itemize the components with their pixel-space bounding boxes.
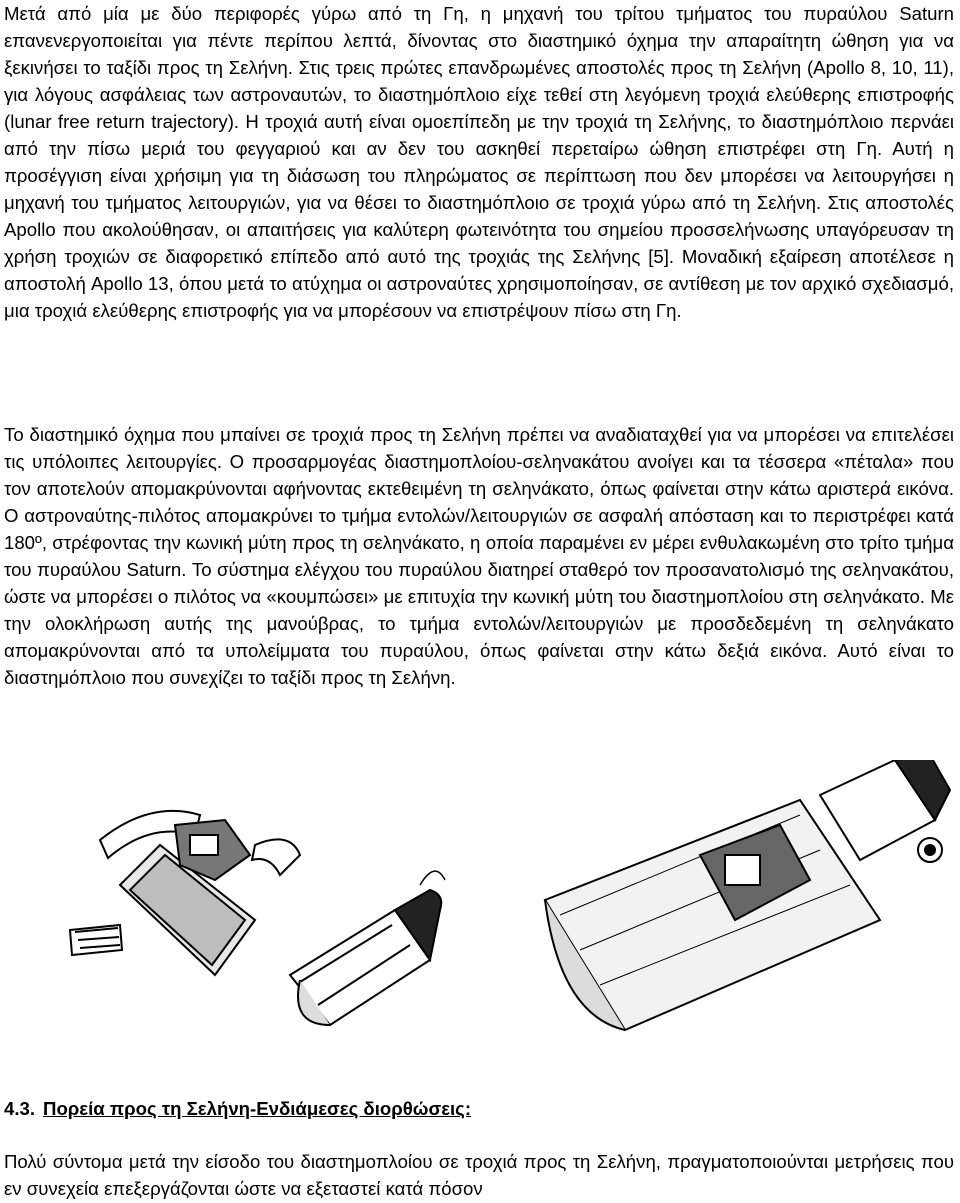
paragraph-midcourse-corrections: Πολύ σύντομα μετά την είσοδο του διαστημοπλοίου σε τροχιά προς τη Σελήνη, πραγματοποιούνται μετρήσεις που εν συνεχεία επεξεργάζονται ώστε να εξεταστεί κατά πόσον: [4, 1151, 954, 1199]
section-title: Πορεία προς τη Σελήνη-Ενδιάμεσες διορθώσεις:: [43, 1098, 472, 1119]
section-heading: [4, 1095, 471, 1122]
slla-panel-right: [252, 839, 300, 875]
paragraph-free-return-trajectory: Μετά από μία με δύο περιφορές γύρω από τη Γη, η μηχανή του τρίτου τμήματος του πυραύλου Saturn επανενεργοποιείται για πέντε περίπου λεπτά, δίνοντας στο διαστημικό όχημα την απαραίτητη ώθηση για να ξεκινήσει το ταξίδι προς τη Σελήνη. Στις τρεις πρώτες επανδρωμένες αποστολές προς τη Σελήνη (Apollo 8, 10, 11), για λόγους ασφάλειας των αστροναυτών, το διαστημόπλοιο είχε τεθεί στη λεγόμενη τροχιά ελεύθερης επιστροφής (lunar free return trajectory). Η τροχιά αυτή είναι ομοεπίπεδη με την τροχιά τη Σελήνης, το διαστημόπλοιο περνάει από την πίσω μεριά του φεγγαριού και αν δεν του ασκηθεί περεταίρω ώθηση επιστρέφει στη Γη. Αυτή η προσέγγιση είναι χρήσιμη για τη διάσωση του πληρώματος σε περίπτωση που δεν μπορέσει να λειτουργήσει η μηχανή του τμήματος λειτουργιών, για να θέσει το διαστημόπλοιο σε τροχιά γύρω από τη Σελήνη. Στις αποστολές Apollo που ακολούθησαν, οι απαιτήσεις για καλύτερη φωτεινότητα του σημείου προσσελήνωσης υπαγόρευσαν τη χρήση τροχιών σε διαφορετικό επίπεδο από αυτό της τροχιάς της Σελήνης [5]. Μοναδική εξαίρεση αποτέλεσε η αποστολή Apollo 13, όπου μετά το ατύχημα οι αστροναύτες χρησιμοποίησαν, σε αντίθεση με τον αρχικό σχεδιασμό, μια τροχιά ελεύθερης επιστροφής για να μπορέσουν να επιστρέψουν πίσω στη Γη.: [4, 3, 954, 321]
paragraph-transposition-docking: Το διαστημικό όχημα που μπαίνει σε τροχιά προς τη Σελήνη πρέπει να αναδιαταχθεί για να μπορέσει να επιτελέσει τις υπόλοιπες λειτουργίες. Ο προσαρμογέας διαστημοπλοίου-σεληνακάτου ανοίγει και τα τέσσερα «πέταλα» που τον αποτελούν απομακρύνονται αφήνοντας εκτεθειμένη τη σεληνάκατο, όπως φαίνεται στην κάτω αριστερά εικόνα. Ο αστροναύτης-πιλότος απομακρύνει το τμήμα εντολών/λειτουργιών σε ασφαλή απόσταση και το περιστρέφει κατά 180º, στρέφοντας την κωνική μύτη προς τη σεληνάκατο, η οποία παραμένει εν μέρει ενθυλακωμένη στο τρίτο τμήμα του πυραύλου Saturn. Το σύστημα ελέγχου του πυραύλου διατηρεί σταθερό τον προσανατολισμό της σεληνακάτου, ώστε να μπορέσει ο πιλότος να «κουμπώσει» με επιτυχία την κωνική μύτη του διαστημοπλοίου στη σεληνάκατο. Με την ολοκλήρωση αυτής της μανούβρας, το τμήμα εντολών/λειτουργιών με προσδεδεμένη τη σεληνάκατο απομακρύνονται από τα υπολείμματα του πυραύλου, όπως φαίνεται στην κάτω δεξιά εικόνα. Αυτό είναι το διαστημόπλοιο που συνεχίζει το ταξίδι προς τη Σελήνη.: [4, 424, 954, 688]
transposition-docking-illustration: [0, 760, 960, 1070]
section-number: 4.3.: [4, 1098, 36, 1119]
